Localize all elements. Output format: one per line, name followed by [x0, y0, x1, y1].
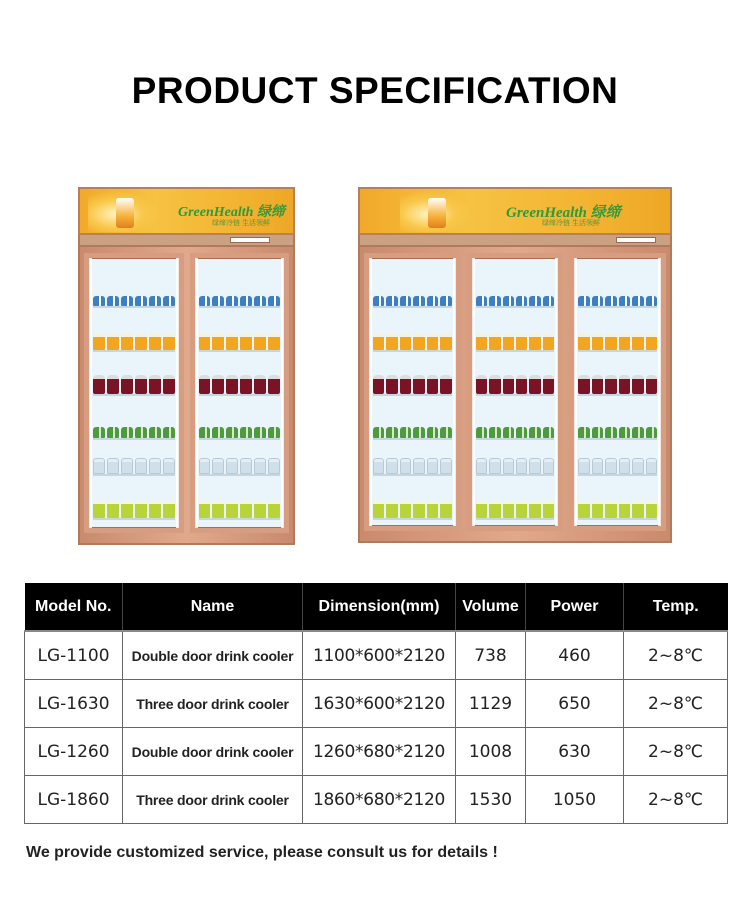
- bottle: [578, 458, 589, 474]
- bottle: [199, 296, 211, 306]
- model-cell: LG-1630: [25, 680, 123, 728]
- bottle: [135, 427, 147, 438]
- control-strip: [358, 235, 672, 245]
- glass-door: [364, 253, 461, 531]
- bottle: [163, 501, 175, 518]
- bottle: [199, 375, 211, 394]
- bottle: [226, 501, 238, 518]
- drink-shelf: [373, 330, 452, 352]
- volume-cell: 738: [456, 631, 526, 680]
- bottle: [427, 501, 438, 518]
- bottle: [400, 375, 411, 394]
- bottle: [578, 427, 589, 438]
- drink-shelf: [476, 330, 555, 352]
- bottle: [543, 501, 554, 518]
- brand-logo: GreenHealth 绿缔: [178, 205, 285, 220]
- bottle: [413, 334, 424, 350]
- bottle: [163, 296, 175, 306]
- drink-shelf: [373, 454, 452, 476]
- cooler-body: [358, 245, 672, 543]
- drink-shelf: [578, 330, 657, 352]
- bottle: [268, 296, 280, 306]
- drink-shelf: [373, 498, 452, 520]
- bottle: [212, 501, 224, 518]
- bottle: [619, 375, 630, 394]
- glass-door: [190, 253, 290, 533]
- bottle: [268, 458, 280, 474]
- juice-splash-graphic: [400, 192, 470, 232]
- bottle: [427, 427, 438, 438]
- bottle: [93, 334, 105, 350]
- drink-shelf: [578, 498, 657, 520]
- bottle: [516, 296, 527, 306]
- bottle: [529, 427, 540, 438]
- table-row: [25, 680, 728, 728]
- bottle: [476, 334, 487, 350]
- temp-cell: 2~8℃: [624, 776, 728, 824]
- bottle: [529, 375, 540, 394]
- bottle: [476, 458, 487, 474]
- column-header-model: Model No.: [25, 583, 123, 631]
- bottle: [226, 375, 238, 394]
- drink-shelf: [199, 498, 281, 520]
- bottle: [413, 375, 424, 394]
- bottle: [503, 501, 514, 518]
- bottle: [646, 296, 657, 306]
- cooler-header-sign: [78, 187, 295, 235]
- bottle: [93, 458, 105, 474]
- bottle: [605, 334, 616, 350]
- bottle: [254, 501, 266, 518]
- bottle: [605, 296, 616, 306]
- bottle: [212, 458, 224, 474]
- table-header-row: [25, 583, 728, 631]
- bottle: [373, 501, 384, 518]
- bottle: [149, 458, 161, 474]
- two-door-cooler-image: [78, 187, 295, 545]
- drink-shelf: [93, 374, 175, 396]
- bottle: [107, 334, 119, 350]
- bottle: [240, 296, 252, 306]
- bottle: [646, 334, 657, 350]
- bottle: [163, 334, 175, 350]
- bottle: [516, 334, 527, 350]
- bottle: [400, 334, 411, 350]
- bottle: [240, 334, 252, 350]
- bottle: [199, 501, 211, 518]
- bottle: [592, 334, 603, 350]
- drink-shelf: [373, 286, 452, 308]
- name-cell: Three door drink cooler: [123, 776, 303, 824]
- control-strip: [78, 235, 295, 245]
- bottle: [386, 427, 397, 438]
- bottle: [226, 296, 238, 306]
- bottle: [632, 334, 643, 350]
- bottle: [427, 375, 438, 394]
- bottle: [121, 296, 133, 306]
- bottle: [489, 501, 500, 518]
- bottle: [413, 458, 424, 474]
- bottle: [529, 334, 540, 350]
- column-header-name: Name: [123, 583, 303, 631]
- bottle: [592, 501, 603, 518]
- drink-shelf: [476, 418, 555, 440]
- bottle: [489, 458, 500, 474]
- table-row: [25, 776, 728, 824]
- column-header-power: Power: [526, 583, 624, 631]
- bottle: [149, 334, 161, 350]
- bottle: [529, 501, 540, 518]
- glass-door: [467, 253, 564, 531]
- model-cell: LG-1260: [25, 728, 123, 776]
- bottle: [440, 427, 451, 438]
- temp-cell: 2~8℃: [624, 728, 728, 776]
- temp-cell: 2~8℃: [624, 680, 728, 728]
- drink-shelf: [199, 374, 281, 396]
- bottle: [107, 458, 119, 474]
- bottle: [516, 501, 527, 518]
- bottle: [619, 458, 630, 474]
- drink-shelf: [476, 498, 555, 520]
- drink-shelf: [93, 286, 175, 308]
- bottle: [619, 334, 630, 350]
- bottle: [163, 375, 175, 394]
- bottle: [516, 375, 527, 394]
- drink-shelf: [476, 374, 555, 396]
- bottle: [440, 334, 451, 350]
- bottle: [529, 296, 540, 306]
- bottle: [503, 334, 514, 350]
- dimension-cell: 1860*680*2120: [303, 776, 456, 824]
- brand-logo: GreenHealth 绿缔: [506, 205, 621, 221]
- bottle: [605, 375, 616, 394]
- name-cell: Three door drink cooler: [123, 680, 303, 728]
- bottle: [632, 458, 643, 474]
- bottle: [632, 375, 643, 394]
- drink-shelf: [476, 286, 555, 308]
- three-door-cooler-image: [358, 187, 672, 543]
- bottle: [400, 458, 411, 474]
- model-cell: LG-1100: [25, 631, 123, 680]
- bottle: [373, 458, 384, 474]
- bottle: [440, 375, 451, 394]
- bottle: [578, 375, 589, 394]
- bottle: [163, 458, 175, 474]
- bottle: [646, 458, 657, 474]
- bottle: [619, 427, 630, 438]
- bottle: [440, 458, 451, 474]
- drink-shelf: [578, 418, 657, 440]
- bottle: [427, 296, 438, 306]
- bottle: [240, 501, 252, 518]
- bottle: [592, 427, 603, 438]
- bottle: [121, 334, 133, 350]
- bottle: [386, 296, 397, 306]
- cooler-header-sign: [358, 187, 672, 235]
- drink-shelf: [578, 374, 657, 396]
- bottle: [373, 334, 384, 350]
- bottle: [400, 427, 411, 438]
- bottle: [163, 427, 175, 438]
- bottle: [489, 334, 500, 350]
- specification-table: [24, 583, 728, 824]
- column-header-volume: Volume: [456, 583, 526, 631]
- bottle: [489, 296, 500, 306]
- bottle: [543, 334, 554, 350]
- bottle: [427, 458, 438, 474]
- bottle: [646, 375, 657, 394]
- bottle: [619, 296, 630, 306]
- bottle: [121, 427, 133, 438]
- bottle: [543, 427, 554, 438]
- dimension-cell: 1100*600*2120: [303, 631, 456, 680]
- dimension-cell: 1260*680*2120: [303, 728, 456, 776]
- bottle: [149, 427, 161, 438]
- bottle: [632, 501, 643, 518]
- drink-shelf: [93, 330, 175, 352]
- bottle: [254, 375, 266, 394]
- bottle: [268, 501, 280, 518]
- bottle: [386, 375, 397, 394]
- bottle: [476, 501, 487, 518]
- bottle: [135, 334, 147, 350]
- glass-door: [84, 253, 184, 533]
- bottle: [121, 458, 133, 474]
- bottle: [226, 427, 238, 438]
- drink-shelf: [373, 374, 452, 396]
- bottle: [516, 427, 527, 438]
- brand-slogan: 绿缔冷链 生活领鲜: [212, 220, 270, 227]
- bottle: [373, 427, 384, 438]
- volume-cell: 1530: [456, 776, 526, 824]
- bottle: [386, 458, 397, 474]
- temp-cell: 2~8℃: [624, 631, 728, 680]
- bottle: [503, 427, 514, 438]
- bottle: [199, 427, 211, 438]
- bottle: [212, 334, 224, 350]
- bottle: [386, 334, 397, 350]
- volume-cell: 1008: [456, 728, 526, 776]
- bottle: [578, 501, 589, 518]
- bottle: [240, 375, 252, 394]
- bottle: [107, 427, 119, 438]
- bottle: [476, 296, 487, 306]
- bottle: [605, 458, 616, 474]
- bottle: [149, 296, 161, 306]
- drink-shelf: [373, 418, 452, 440]
- brand-slogan: 绿缔冷链 生活领鲜: [542, 220, 600, 227]
- bottle: [578, 296, 589, 306]
- dimension-cell: 1630*600*2120: [303, 680, 456, 728]
- bottle: [254, 427, 266, 438]
- bottle: [212, 296, 224, 306]
- bottle: [254, 458, 266, 474]
- drink-shelf: [93, 454, 175, 476]
- bottle: [440, 296, 451, 306]
- custom-service-note: We provide customized service, please consult us for details !: [26, 844, 498, 861]
- power-cell: 650: [526, 680, 624, 728]
- bottle: [529, 458, 540, 474]
- bottle: [543, 296, 554, 306]
- bottle: [578, 334, 589, 350]
- bottle: [268, 375, 280, 394]
- power-cell: 460: [526, 631, 624, 680]
- model-cell: LG-1860: [25, 776, 123, 824]
- temperature-display: [230, 237, 270, 243]
- bottle: [254, 296, 266, 306]
- table-row: [25, 728, 728, 776]
- bottle: [503, 296, 514, 306]
- bottle: [107, 501, 119, 518]
- bottle: [632, 427, 643, 438]
- drink-shelf: [93, 418, 175, 440]
- bottle: [121, 501, 133, 518]
- bottle: [413, 501, 424, 518]
- bottle: [149, 501, 161, 518]
- bottle: [427, 334, 438, 350]
- power-cell: 630: [526, 728, 624, 776]
- bottle: [413, 427, 424, 438]
- page-title: PRODUCT SPECIFICATION: [131, 70, 619, 111]
- drink-shelf: [199, 286, 281, 308]
- temperature-display: [616, 237, 656, 243]
- bottle: [93, 375, 105, 394]
- bottle: [632, 296, 643, 306]
- bottle: [440, 501, 451, 518]
- bottle: [489, 427, 500, 438]
- table-row: [25, 631, 728, 680]
- bottle: [93, 296, 105, 306]
- bottle: [489, 375, 500, 394]
- bottle: [373, 296, 384, 306]
- volume-cell: 1129: [456, 680, 526, 728]
- bottle: [400, 296, 411, 306]
- bottle: [226, 458, 238, 474]
- drink-shelf: [199, 454, 281, 476]
- juice-splash-graphic: [88, 192, 158, 232]
- bottle: [240, 427, 252, 438]
- bottle: [135, 501, 147, 518]
- bottle: [199, 458, 211, 474]
- bottle: [268, 427, 280, 438]
- name-cell: Double door drink cooler: [123, 728, 303, 776]
- bottle: [476, 375, 487, 394]
- drink-shelf: [93, 498, 175, 520]
- bottle: [373, 375, 384, 394]
- bottle: [212, 375, 224, 394]
- bottle: [107, 375, 119, 394]
- bottle: [592, 296, 603, 306]
- bottle: [605, 501, 616, 518]
- column-header-dimension: Dimension(mm): [303, 583, 456, 631]
- cooler-body: [78, 245, 295, 545]
- name-cell: Double door drink cooler: [123, 631, 303, 680]
- bottle: [149, 375, 161, 394]
- bottle: [592, 458, 603, 474]
- bottle: [135, 458, 147, 474]
- drink-shelf: [578, 286, 657, 308]
- bottle: [199, 334, 211, 350]
- bottle: [107, 296, 119, 306]
- bottle: [93, 427, 105, 438]
- drink-shelf: [578, 454, 657, 476]
- bottle: [121, 375, 133, 394]
- power-cell: 1050: [526, 776, 624, 824]
- bottle: [646, 427, 657, 438]
- bottle: [605, 427, 616, 438]
- bottle: [135, 296, 147, 306]
- bottle: [240, 458, 252, 474]
- bottle: [503, 375, 514, 394]
- bottle: [413, 296, 424, 306]
- bottle: [503, 458, 514, 474]
- bottle: [212, 427, 224, 438]
- drink-shelf: [199, 418, 281, 440]
- bottle: [543, 375, 554, 394]
- bottle: [516, 458, 527, 474]
- bottle: [254, 334, 266, 350]
- bottle: [476, 427, 487, 438]
- bottle: [543, 458, 554, 474]
- glass-door: [569, 253, 666, 531]
- bottle: [135, 375, 147, 394]
- column-header-temp: Temp.: [624, 583, 728, 631]
- bottle: [386, 501, 397, 518]
- drink-shelf: [476, 454, 555, 476]
- bottle: [592, 375, 603, 394]
- bottle: [93, 501, 105, 518]
- bottle: [226, 334, 238, 350]
- bottle: [619, 501, 630, 518]
- drink-shelf: [199, 330, 281, 352]
- bottle: [268, 334, 280, 350]
- bottle: [646, 501, 657, 518]
- bottle: [400, 501, 411, 518]
